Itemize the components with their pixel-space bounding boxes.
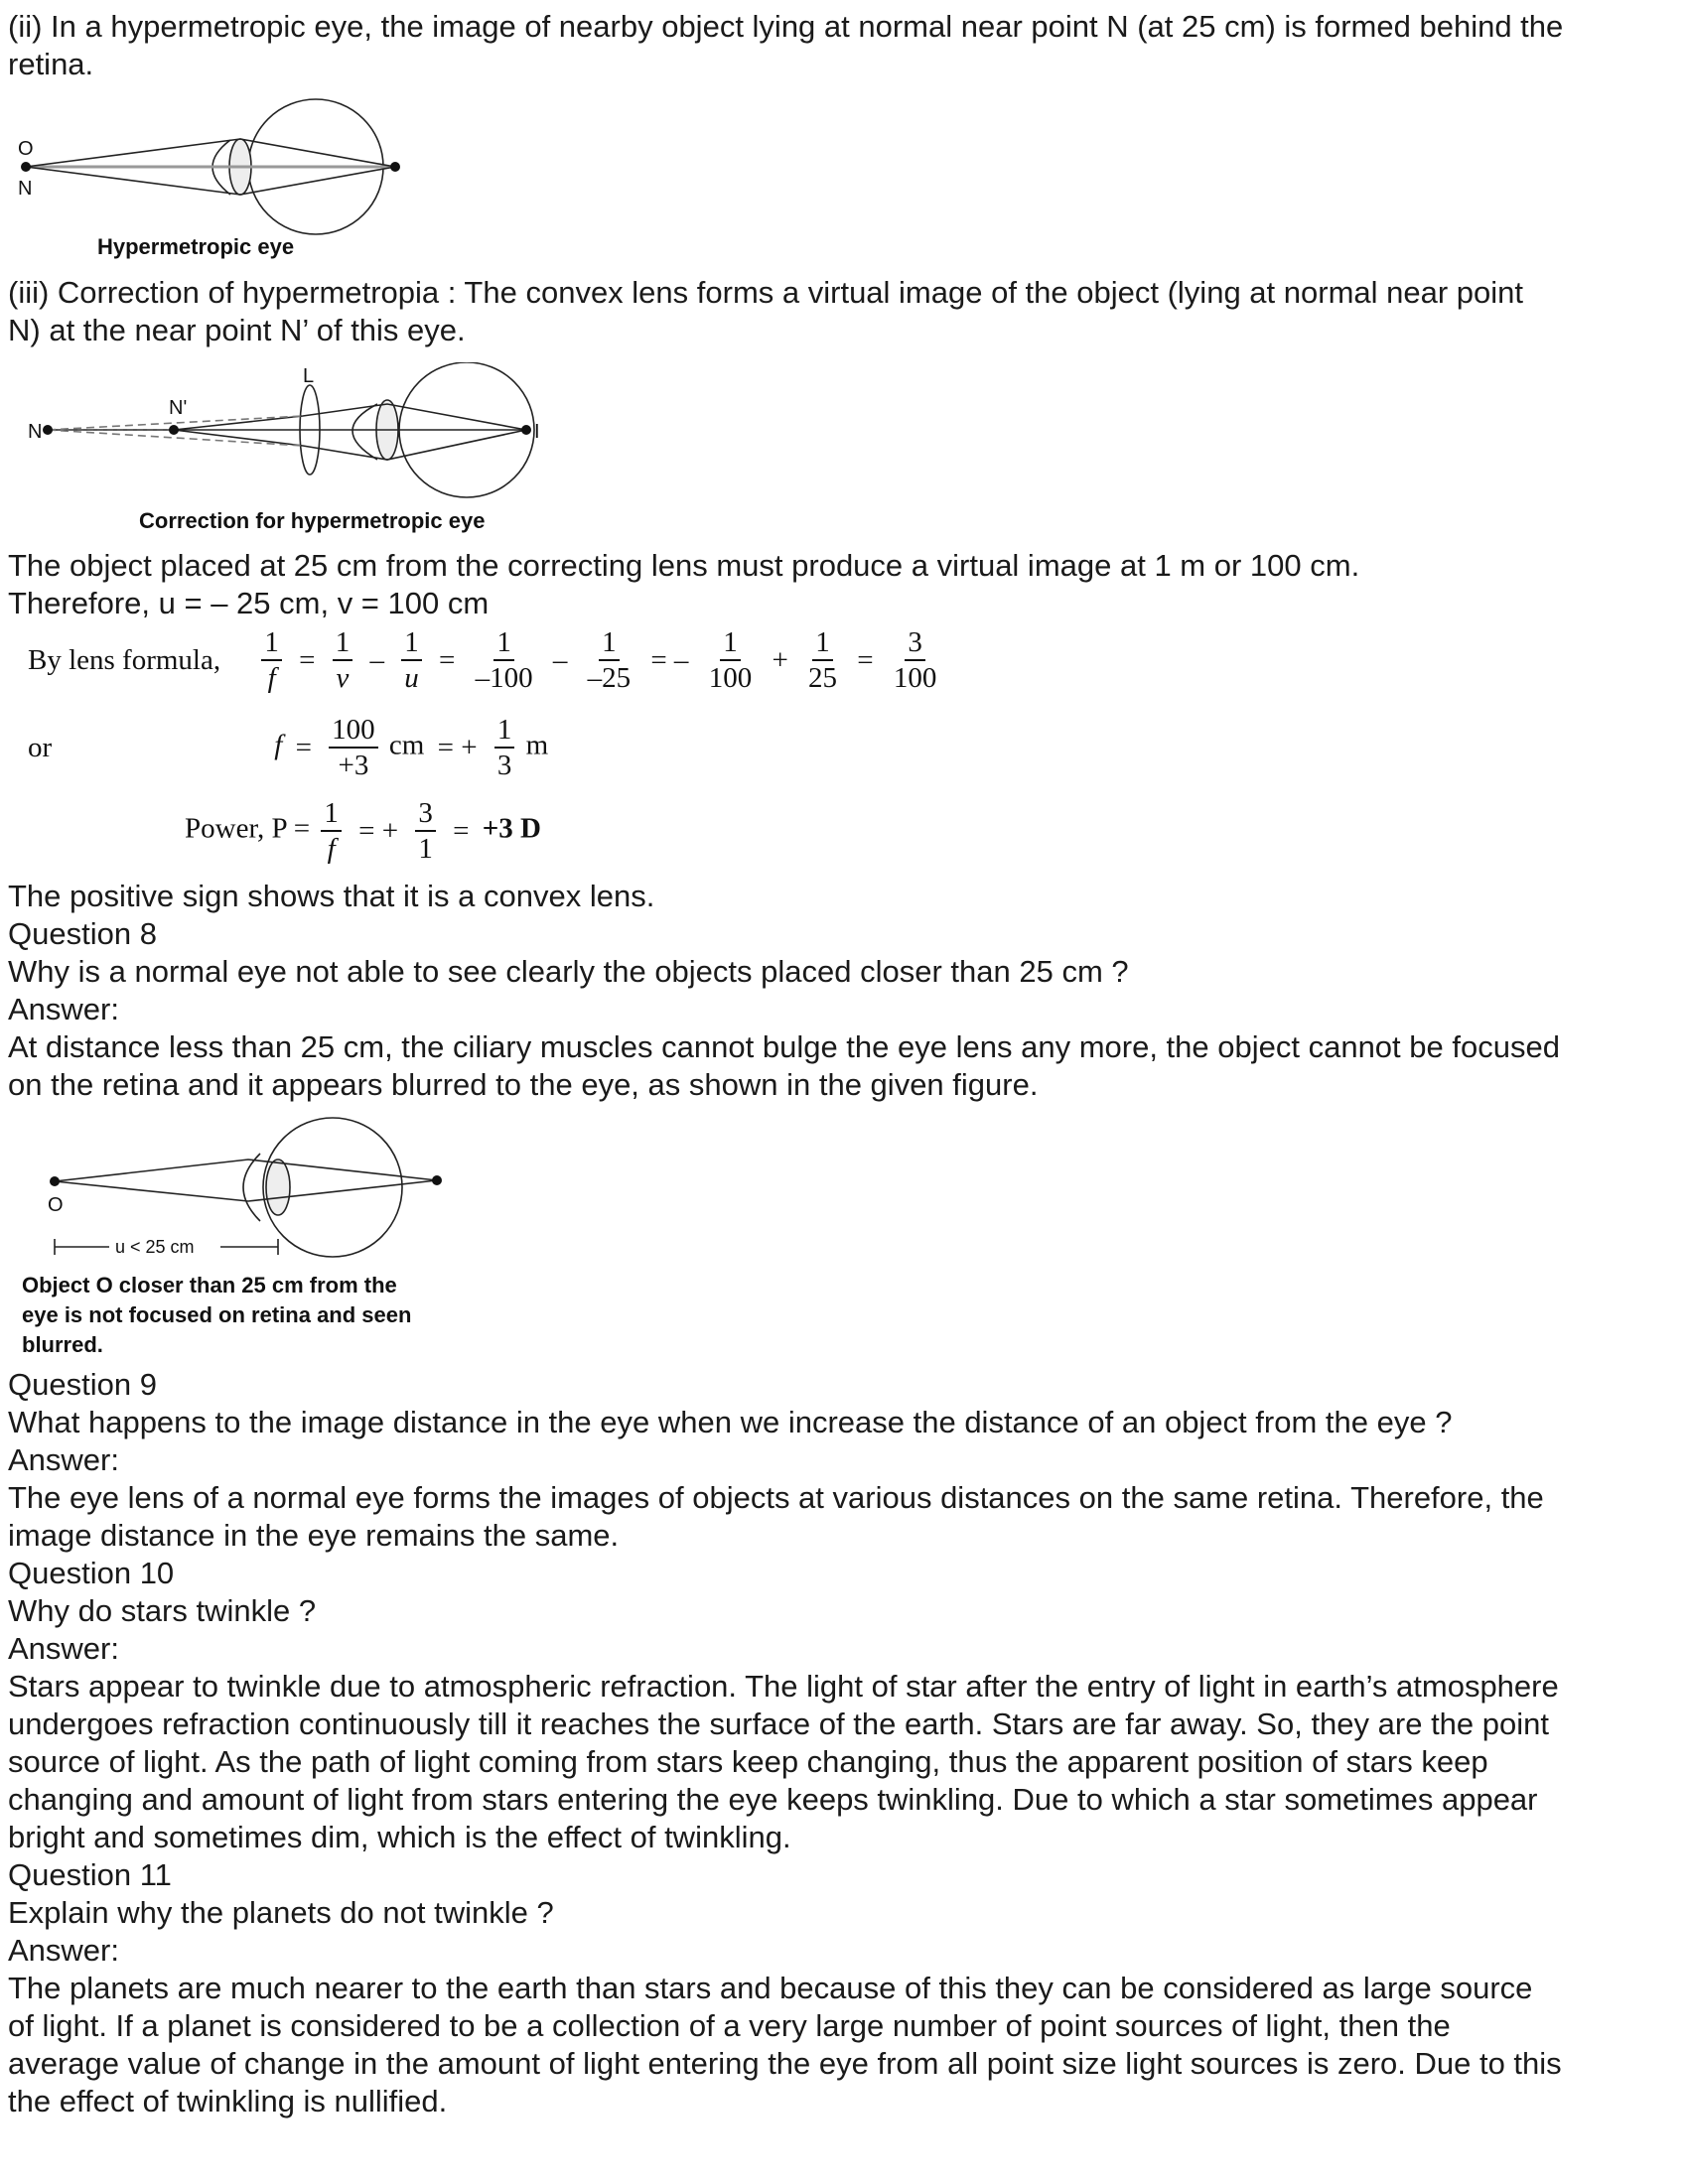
label-image-i: I	[534, 421, 540, 443]
numerator: 1	[599, 625, 620, 661]
near-point-n	[43, 425, 53, 435]
numerator: 1	[493, 625, 514, 661]
power-result: +3 D	[482, 812, 541, 845]
calc-values: Therefore, u = – 25 cm, v = 100 cm	[8, 586, 490, 620]
ray-top	[55, 1160, 437, 1181]
q10-question: Why do stars twinkle ?	[8, 1593, 317, 1628]
or-label: or	[28, 731, 53, 763]
label-lens-l: L	[303, 365, 315, 387]
q9-answer-line1: The eye lens of a normal eye forms the images of objects at various distances on the same retina. Therefore, the	[8, 1480, 1544, 1515]
focal-length-row: or f = $\frac{100}{+3}$ cm = + $\frac{1}{3}$ m	[28, 714, 549, 781]
denominator: f	[267, 662, 276, 694]
image-point	[432, 1175, 442, 1185]
calc-statement: The object placed at 25 cm from the correcting lens must produce a virtual image at 1 m or 100 cm.	[8, 548, 1360, 583]
q9-question: What happens to the image distance in the eye when we increase the distance of an object from the eye ?	[8, 1405, 1453, 1439]
label-near-point-n: N	[18, 178, 33, 200]
q11-answer-line: the effect of twinkling is nullified.	[8, 2084, 448, 2118]
q11-answer-line: of light. If a planet is considered to be a collection of a very large number of point sources of light, then the	[8, 2008, 1451, 2043]
paragraph-correction-line1: (iii) Correction of hypermetropia : The convex lens forms a virtual image of the object (lying at normal near point	[8, 275, 1524, 310]
q10-title: Question 10	[8, 1556, 175, 1590]
paragraph-hypermetropic-line1: (ii) In a hypermetropic eye, the image of nearby object lying at normal near point N (at 25 cm) is formed behind the	[8, 9, 1564, 44]
cornea	[243, 1154, 260, 1221]
denominator: –100	[475, 662, 533, 694]
numerator: 3	[415, 796, 436, 832]
eye-lens	[266, 1160, 290, 1215]
f-symbol: f	[274, 729, 283, 761]
object-point-o	[50, 1176, 60, 1186]
figure3-caption-line2: eye is not focused on retina and seen	[22, 1302, 412, 1327]
object-point	[21, 162, 31, 172]
near-object-blurred-diagram	[0, 1104, 496, 1362]
numerator: 1	[812, 625, 833, 661]
numerator: 100	[329, 713, 378, 749]
numerator: 1	[333, 625, 353, 661]
q10-answer-line: undergoes refraction continuously till it reaches the surface of the earth. Stars are far away. So, they are the point	[8, 1706, 1549, 1741]
label-object-o: O	[18, 138, 34, 160]
denominator: 3	[496, 750, 512, 781]
denominator: v	[336, 662, 350, 694]
q9-answer-label: Answer:	[8, 1442, 119, 1477]
numerator: 3	[905, 625, 925, 661]
image-point-i	[521, 425, 531, 435]
q8-answer-line2: on the retina and it appears blurred to the eye, as shown in the given figure.	[8, 1067, 1039, 1102]
q9-answer-line2: image distance in the eye remains the same.	[8, 1518, 620, 1553]
numerator: 1	[494, 713, 515, 749]
cornea	[352, 404, 377, 460]
power-label: Power, P =	[185, 812, 311, 845]
q11-title: Question 11	[8, 1857, 172, 1892]
q9-title: Question 9	[8, 1367, 157, 1402]
lens-formula-row: By lens formula, $\frac{1}{f}$ = $\frac{1}{v}$ – $\frac{1}{u}$ = $\frac{1}{-100}$ – $\frac{1}{-25}$ = – $\frac{1}{100}$ + $\frac{1}{25}$ = $\frac{3}{100}$	[22, 625, 943, 695]
lens-formula-label: By lens formula,	[28, 643, 221, 676]
paragraph-hypermetropic-line2: retina.	[8, 47, 94, 81]
denominator: 100	[708, 662, 753, 694]
q10-answer-line: Stars appear to twinkle due to atmospheric refraction. The light of star after the entry of light in earth’s atmosphere	[8, 1669, 1559, 1704]
q8-answer-line1: At distance less than 25 cm, the ciliary muscles cannot bulge the eye lens any more, the object cannot be focused	[8, 1029, 1560, 1064]
figure2-caption: Correction for hypermetropic eye	[139, 508, 486, 533]
near-point-n-prime	[169, 425, 179, 435]
denominator: 25	[808, 662, 838, 694]
q8-question: Why is a normal eye not able to see clearly the objects placed closer than 25 cm ?	[8, 954, 1129, 989]
q11-answer-line: average value of change in the amount of light entering the eye from all point size light sources is zero. Due to this	[8, 2046, 1562, 2081]
figure3-caption-line1: Object O closer than 25 cm from the	[22, 1273, 397, 1297]
power-row: Power, P = $\frac{1}{f}$ = + $\frac{3}{1}$ = +3 D	[185, 797, 541, 865]
q8-title: Question 8	[8, 916, 157, 951]
q11-answer-line: The planets are much nearer to the earth than stars and because of this they can be considered as large source	[8, 1971, 1533, 2005]
label-o: O	[48, 1194, 64, 1216]
numerator: 1	[321, 796, 342, 832]
q10-answer-line: changing and amount of light from stars entering the eye keeps twinkling. Due to which a star sometimes appear	[8, 1782, 1538, 1817]
figure1-caption: Hypermetropic eye	[97, 234, 295, 259]
numerator: 1	[720, 625, 741, 661]
numerator: 1	[401, 625, 422, 661]
distance-label: u < 25 cm	[115, 1237, 195, 1257]
denominator: 1	[418, 833, 433, 865]
figure3-caption-line3: blurred.	[22, 1332, 103, 1357]
denominator: f	[327, 833, 336, 865]
ray-top	[26, 139, 395, 167]
image-point	[390, 162, 400, 172]
denominator: +3	[338, 750, 369, 781]
numerator: 1	[261, 625, 282, 661]
q11-answer-label: Answer:	[8, 1933, 119, 1968]
q10-answer-label: Answer:	[8, 1631, 119, 1666]
ray-bottom	[26, 167, 395, 195]
q11-question: Explain why the planets do not twinkle ?	[8, 1895, 554, 1930]
paragraph-correction-line2: N) at the near point N’ of this eye.	[8, 313, 466, 347]
hypermetropic-eye-diagram	[0, 87, 417, 266]
q10-answer-line: bright and sometimes dim, which is the effect of twinkling.	[8, 1820, 791, 1854]
denominator: u	[404, 662, 419, 694]
label-n-prime: N'	[169, 397, 188, 419]
unit-cm: cm	[388, 729, 425, 761]
q10-answer-line: source of light. As the path of light coming from stars keep changing, thus the apparent position of stars keep	[8, 1744, 1488, 1779]
calc-conclusion: The positive sign shows that it is a convex lens.	[8, 879, 655, 913]
unit-m: m	[525, 729, 549, 761]
denominator: –25	[587, 662, 632, 694]
correction-hypermetropic-diagram	[0, 362, 576, 541]
label-n: N	[28, 421, 43, 443]
denominator: 100	[893, 662, 937, 694]
q8-answer-label: Answer:	[8, 992, 119, 1026]
